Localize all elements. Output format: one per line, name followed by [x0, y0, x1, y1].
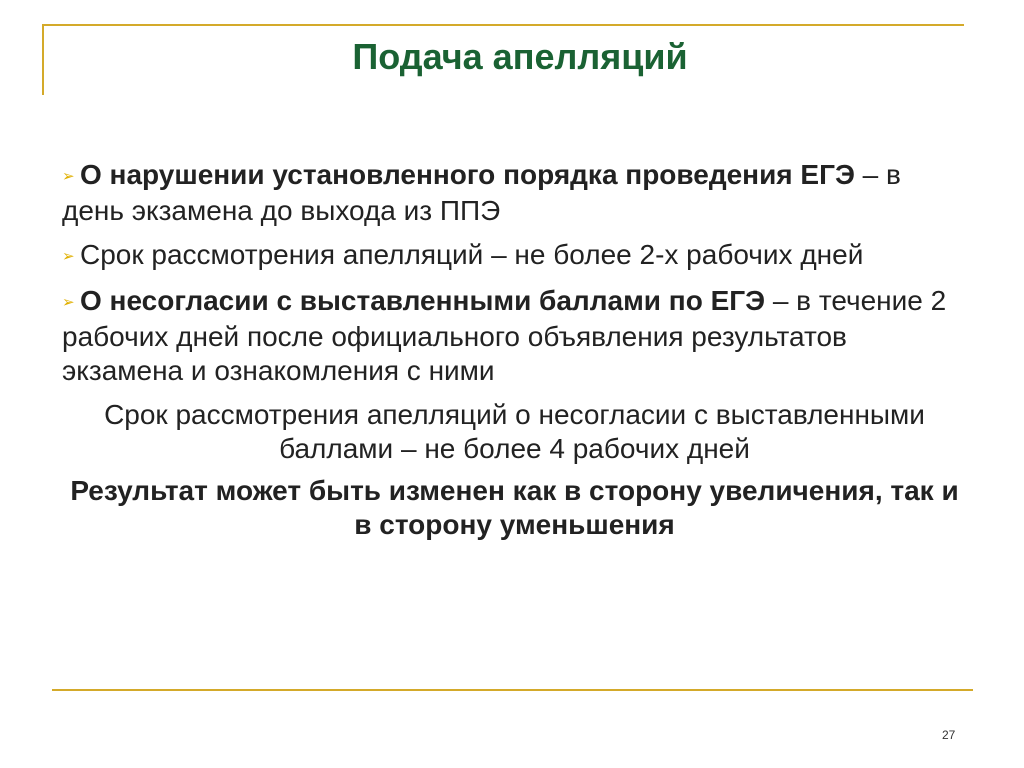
bullet-item: [62, 158, 967, 228]
frame-bottom-line: [52, 689, 973, 691]
arrow-bullet-icon: ➢: [62, 248, 75, 265]
bullet-text: – в день экзамена до выхода из ППЭ: [62, 159, 901, 226]
bullet-item: [62, 238, 967, 274]
arrow-bullet-icon: ➢: [62, 168, 75, 185]
frame-top-line: [42, 24, 964, 26]
bullet-text: – в течение 2 рабочих дней после официального объявления результатов экзамена и ознакомления с ними: [62, 285, 947, 386]
page-number: 27: [942, 728, 956, 742]
arrow-bullet-icon: ➢: [62, 294, 75, 311]
bullet-text: Срок рассмотрения апелляций – не более 2-х рабочих дней: [80, 239, 864, 270]
result-conclusion: Результат может быть изменен как в сторону увеличения, так и в сторону уменьшения: [70, 475, 959, 540]
appeal-term-note: Срок рассмотрения апелляций о несогласии с выставленными баллами – не более 4 рабочих дней: [104, 399, 925, 464]
bullet-bold-text: О нарушении установленного порядка проведения ЕГЭ: [80, 159, 855, 190]
slide-content: [62, 158, 967, 542]
bullet-bold-text: О несогласии с выставленными баллами по ЕГЭ: [80, 285, 766, 316]
slide-title: Подача апелляций: [352, 36, 688, 77]
bullet-item: [62, 284, 967, 388]
